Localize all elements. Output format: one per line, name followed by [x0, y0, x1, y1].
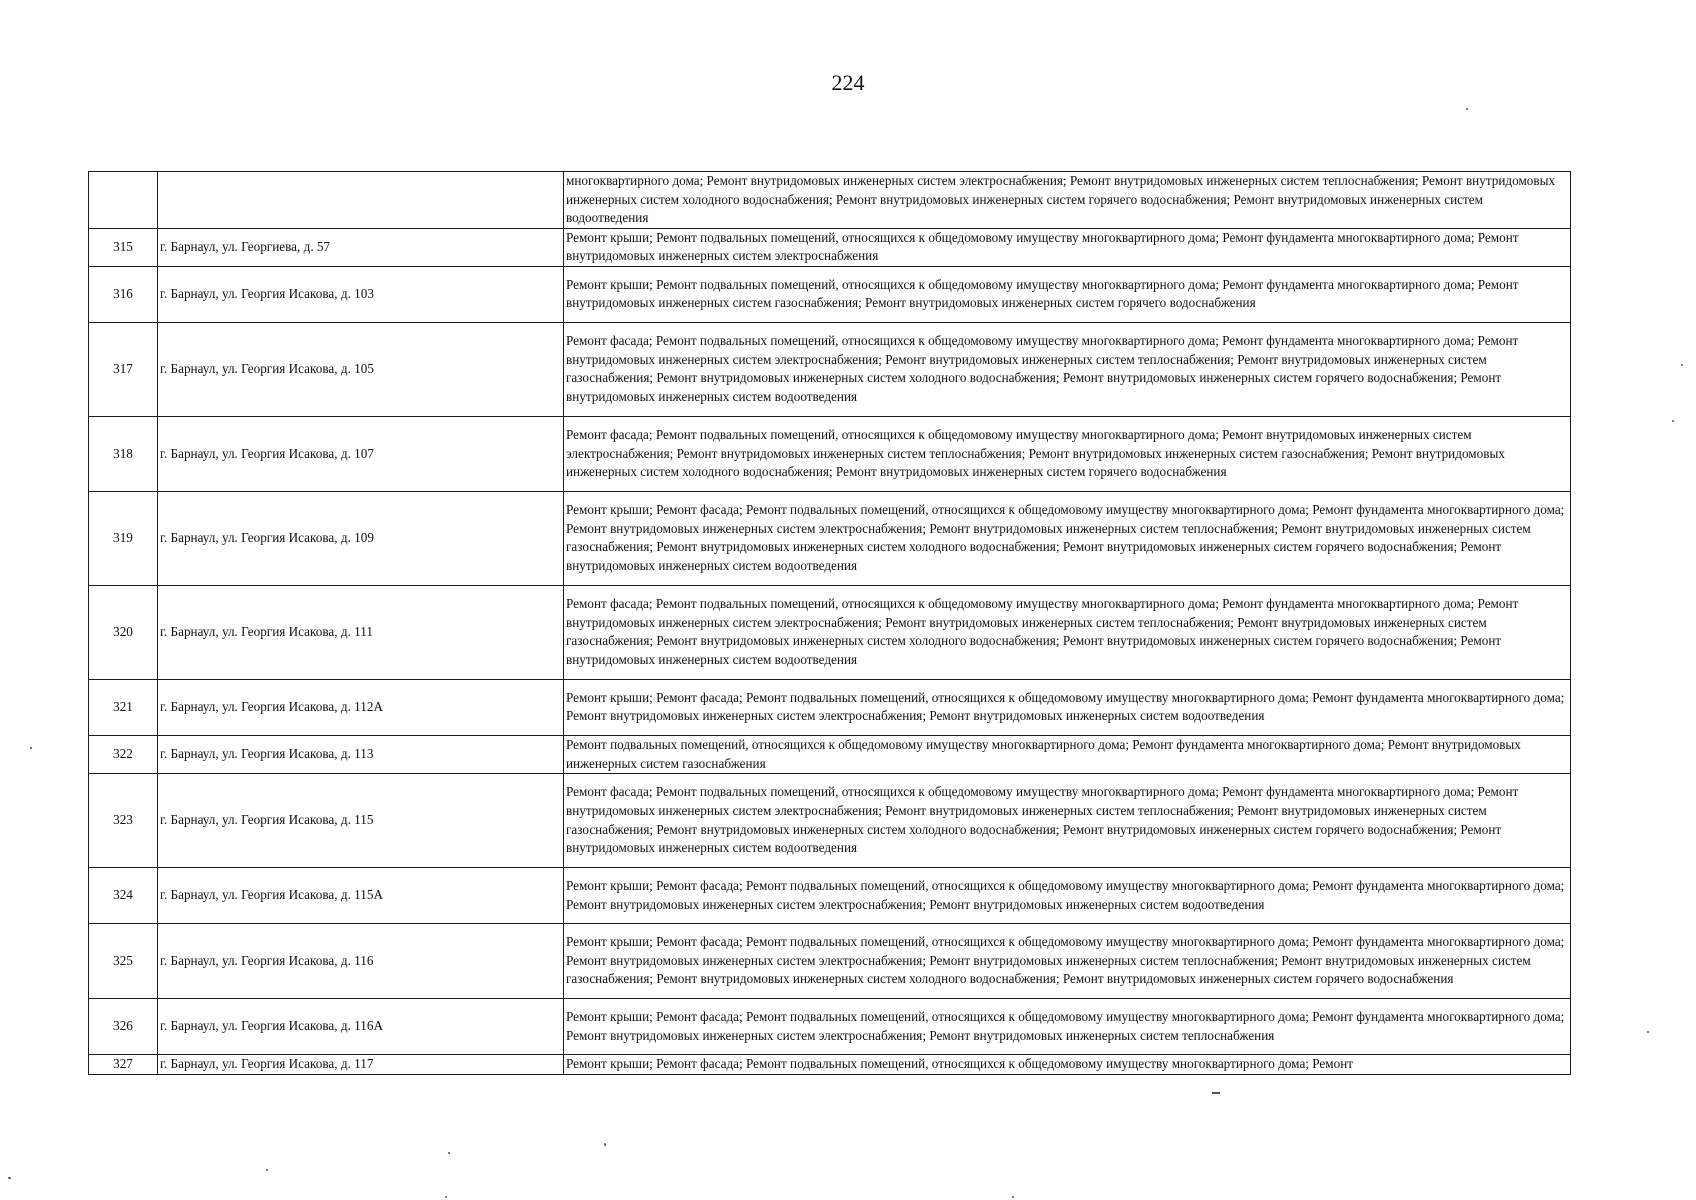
repair-works-cell: Ремонт фасада; Ремонт подвальных помещений, относящихся к общедомовому имуществу многоквартирного дома; Ремонт фундамента многоквартирного дома; Ремонт внутридомовых инженерных систем электроснабжения; Ремонт внутридомовых инженерных систем теплоснабжения; Ремонт внутридомовых инженерных систем газоснабжения; Ремонт внутридомовых инженерных систем холодного водоснабжения; Ремонт внутридомовых инженерных систем горячего водоснабжения; Ремонт внутридомовых инженерных систем водоотведения	[564, 585, 1571, 679]
repair-works-cell: Ремонт крыши; Ремонт фасада; Ремонт подвальных помещений, относящихся к общедомовому имуществу многоквартирного дома; Ремонт фундамента многоквартирного дома; Ремонт внутридомовых инженерных систем электроснабжения; Ремонт внутридомовых инженерных систем водоотведения	[564, 679, 1571, 735]
row-number-cell: 319	[89, 491, 158, 585]
repair-works-cell: Ремонт крыши; Ремонт фасада; Ремонт подвальных помещений, относящихся к общедомовому имуществу многоквартирного дома; Ремонт фундамента многоквартирного дома; Ремонт внутридомовых инженерных систем электроснабжения; Ремонт внутридомовых инженерных систем теплоснабжения	[564, 999, 1571, 1055]
address-cell: г. Барнаул, ул. Георгия Исакова, д. 115А	[158, 868, 564, 924]
scan-speck	[445, 1196, 447, 1198]
page-number: 224	[831, 70, 865, 95]
repair-registry-table	[88, 171, 1571, 1075]
row-number-cell: 318	[89, 416, 158, 491]
table-row	[89, 585, 1571, 679]
repair-works-cell: Ремонт крыши; Ремонт подвальных помещений, относящихся к общедомовому имуществу многоквартирного дома; Ремонт фундамента многоквартирного дома; Ремонт внутридомовых инженерных систем электроснабжения	[564, 228, 1571, 266]
scan-speck	[1466, 108, 1468, 110]
scan-speck	[1012, 1196, 1014, 1198]
scan-speck	[604, 1143, 606, 1146]
repair-works-cell: Ремонт подвальных помещений, относящихся к общедомовому имуществу многоквартирного дома; Ремонт фундамента многоквартирного дома; Ремонт внутридомовых инженерных систем газоснабжения	[564, 735, 1571, 773]
scan-speck	[1672, 420, 1674, 422]
repair-works-cell: Ремонт крыши; Ремонт подвальных помещений, относящихся к общедомовому имуществу многоквартирного дома; Ремонт фундамента многоквартирного дома; Ремонт внутридомовых инженерных систем газоснабжения; Ремонт внутридомовых инженерных систем горячего водоснабжения	[564, 266, 1571, 322]
table-row	[89, 491, 1571, 585]
repair-works-cell: Ремонт фасада; Ремонт подвальных помещений, относящихся к общедомовому имуществу многоквартирного дома; Ремонт фундамента многоквартирного дома; Ремонт внутридомовых инженерных систем электроснабжения; Ремонт внутридомовых инженерных систем теплоснабжения; Ремонт внутридомовых инженерных систем газоснабжения; Ремонт внутридомовых инженерных систем холодного водоснабжения; Ремонт внутридомовых инженерных систем горячего водоснабжения; Ремонт внутридомовых инженерных систем водоотведения	[564, 322, 1571, 416]
row-number-cell: 327	[89, 1055, 158, 1075]
address-cell: г. Барнаул, ул. Георгия Исакова, д. 105	[158, 322, 564, 416]
address-cell: г. Барнаул, ул. Георгия Исакова, д. 116	[158, 924, 564, 999]
scan-speck	[1647, 1031, 1649, 1033]
table-row	[89, 868, 1571, 924]
row-number-cell	[89, 172, 158, 229]
address-cell: г. Барнаул, ул. Георгия Исакова, д. 117	[158, 1055, 564, 1075]
address-cell: г. Барнаул, ул. Георгия Исакова, д. 113	[158, 735, 564, 773]
table-row	[89, 679, 1571, 735]
scan-speck	[448, 1152, 450, 1154]
address-cell: г. Барнаул, ул. Георгия Исакова, д. 112А	[158, 679, 564, 735]
address-cell: г. Барнаул, ул. Георгиева, д. 57	[158, 228, 564, 266]
repair-works-cell: Ремонт крыши; Ремонт фасада; Ремонт подвальных помещений, относящихся к общедомовому имуществу многоквартирного дома; Ремонт	[564, 1055, 1571, 1075]
table-row	[89, 1055, 1571, 1075]
address-cell: г. Барнаул, ул. Георгия Исакова, д. 107	[158, 416, 564, 491]
repair-works-cell: Ремонт крыши; Ремонт фасада; Ремонт подвальных помещений, относящихся к общедомовому имуществу многоквартирного дома; Ремонт фундамента многоквартирного дома; Ремонт внутридомовых инженерных систем электроснабжения; Ремонт внутридомовых инженерных систем теплоснабжения; Ремонт внутридомовых инженерных систем газоснабжения; Ремонт внутридомовых инженерных систем холодного водоснабжения; Ремонт внутридомовых инженерных систем горячего водоснабжения; Ремонт внутридомовых инженерных систем водоотведения	[564, 491, 1571, 585]
address-cell: г. Барнаул, ул. Георгия Исакова, д. 109	[158, 491, 564, 585]
table-row	[89, 266, 1571, 322]
row-number-cell: 323	[89, 774, 158, 868]
row-number-cell: 326	[89, 999, 158, 1055]
address-cell: г. Барнаул, ул. Георгия Исакова, д. 103	[158, 266, 564, 322]
row-number-cell: 324	[89, 868, 158, 924]
table-row	[89, 322, 1571, 416]
row-number-cell: 316	[89, 266, 158, 322]
row-number-cell: 320	[89, 585, 158, 679]
address-cell	[158, 172, 564, 229]
repair-works-cell: многоквартирного дома; Ремонт внутридомовых инженерных систем электроснабжения; Ремонт внутридомовых инженерных систем теплоснабжения; Ремонт внутридомовых инженерных систем холодного водоснабжения; Ремонт внутридомовых инженерных систем горячего водоснабжения; Ремонт внутридомовых инженерных систем водоотведения	[564, 172, 1571, 229]
scan-speck	[1212, 1092, 1220, 1094]
repair-works-cell: Ремонт фасада; Ремонт подвальных помещений, относящихся к общедомовому имуществу многоквартирного дома; Ремонт внутридомовых инженерных систем электроснабжения; Ремонт внутридомовых инженерных систем теплоснабжения; Ремонт внутридомовых инженерных систем газоснабжения; Ремонт внутридомовых инженерных систем холодного водоснабжения; Ремонт внутридомовых инженерных систем горячего водоснабжения	[564, 416, 1571, 491]
repair-works-cell: Ремонт крыши; Ремонт фасада; Ремонт подвальных помещений, относящихся к общедомовому имуществу многоквартирного дома; Ремонт фундамента многоквартирного дома; Ремонт внутридомовых инженерных систем электроснабжения; Ремонт внутридомовых инженерных систем водоотведения	[564, 868, 1571, 924]
scan-speck	[1681, 364, 1683, 366]
scan-speck	[8, 1177, 11, 1179]
table-row	[89, 416, 1571, 491]
row-number-cell: 317	[89, 322, 158, 416]
row-number-cell: 325	[89, 924, 158, 999]
table-row	[89, 774, 1571, 868]
table-row	[89, 228, 1571, 266]
address-cell: г. Барнаул, ул. Георгия Исакова, д. 116А	[158, 999, 564, 1055]
table-row	[89, 924, 1571, 999]
row-number-cell: 315	[89, 228, 158, 266]
table-row	[89, 999, 1571, 1055]
repair-works-cell: Ремонт крыши; Ремонт фасада; Ремонт подвальных помещений, относящихся к общедомовому имуществу многоквартирного дома; Ремонт фундамента многоквартирного дома; Ремонт внутридомовых инженерных систем электроснабжения; Ремонт внутридомовых инженерных систем теплоснабжения; Ремонт внутридомовых инженерных систем газоснабжения; Ремонт внутридомовых инженерных систем холодного водоснабжения; Ремонт внутридомовых инженерных систем горячего водоснабжения	[564, 924, 1571, 999]
scan-speck	[30, 747, 32, 749]
table-row	[89, 172, 1571, 229]
repair-works-cell: Ремонт фасада; Ремонт подвальных помещений, относящихся к общедомовому имуществу многоквартирного дома; Ремонт фундамента многоквартирного дома; Ремонт внутридомовых инженерных систем электроснабжения; Ремонт внутридомовых инженерных систем теплоснабжения; Ремонт внутридомовых инженерных систем газоснабжения; Ремонт внутридомовых инженерных систем холодного водоснабжения; Ремонт внутридомовых инженерных систем горячего водоснабжения; Ремонт внутридомовых инженерных систем водоотведения	[564, 774, 1571, 868]
row-number-cell: 321	[89, 679, 158, 735]
address-cell: г. Барнаул, ул. Георгия Исакова, д. 111	[158, 585, 564, 679]
table-row	[89, 735, 1571, 773]
address-cell: г. Барнаул, ул. Георгия Исакова, д. 115	[158, 774, 564, 868]
row-number-cell: 322	[89, 735, 158, 773]
scan-speck	[266, 1169, 268, 1171]
